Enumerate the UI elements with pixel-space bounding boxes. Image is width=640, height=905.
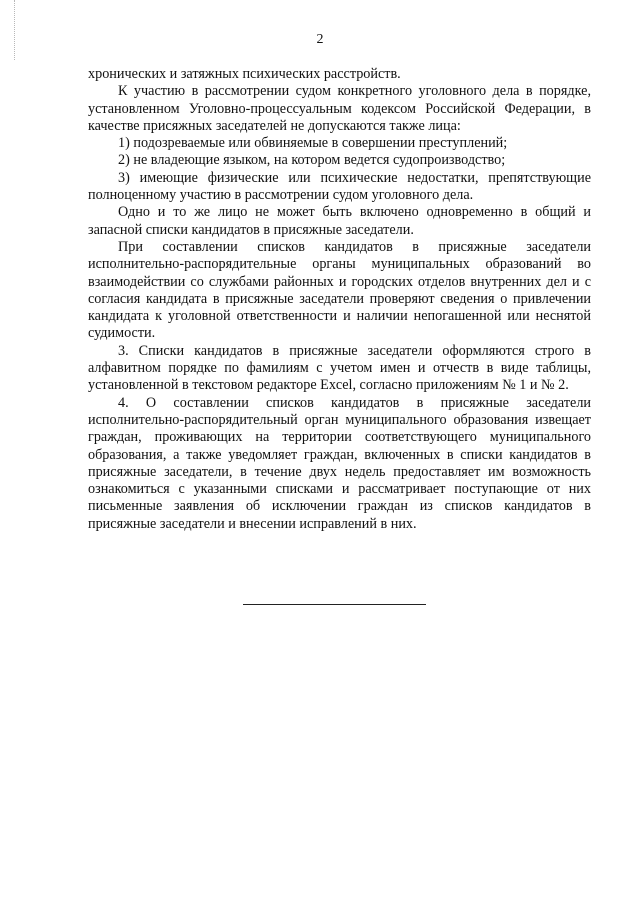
list-item-language: 2) не владеющие языком, на котором ведется судопроизводство; xyxy=(118,152,506,169)
paragraph-jurors-exclusion-intro: К участию в рассмотрении судом конкретного уголовного дела в порядке, установленном Уголовно-процессуальным кодексом Российской Федерации, в качестве присяжных заседателей не допускаются также лица: xyxy=(88,83,591,134)
page-number: 2 xyxy=(316,32,324,47)
scan-edge-mark xyxy=(14,0,23,60)
paragraph-item-4: 4. О составлении списков кандидатов в присяжные заседатели исполнительно-распорядительный орган муниципального образования извещает граждан, проживающих на территории соответствующего муниципального образования, а также уведомляет граждан, включенных в списки кандидатов в присяжные заседатели, в течение двух недель предоставляет им возможность ознакомиться с указанными списками и рассматривает поступающие от них письменные заявления об исключении граждан из списков кандидатов в присяжные заседатели и внесении исправлений в них. xyxy=(88,394,591,532)
document-body xyxy=(88,66,591,533)
end-separator-line xyxy=(243,604,426,605)
paragraph-continuation: хронических и затяжных психических расстройств. xyxy=(88,66,401,82)
paragraph-verification: При составлении списков кандидатов в присяжные заседатели исполнительно-распорядительные органы муниципальных образований во взаимодействии со службами районных и городских отделов внутренних дел и с согласия кандидата в присяжные заседатели проверяют сведения о привлечении кандидата к уголовной ответственности и наличии непогашенной или неснятой судимости. xyxy=(88,238,591,342)
paragraph-general-reserve-lists: Одно и то же лицо не может быть включено одновременно в общий и запасной списки кандидатов в присяжные заседатели. xyxy=(88,204,591,238)
paragraph-item-3: 3. Списки кандидатов в присяжные заседатели оформляются строго в алфавитном порядке по фамилиям с учетом имен и отчеств в виде таблицы, установленной в текстовом редакторе Excel, согласно приложениям № 1 и № 2. xyxy=(88,342,591,394)
list-item-suspects: 1) подозреваемые или обвиняемые в совершении преступлений; xyxy=(118,135,508,152)
list-item-disabilities: 3) имеющие физические или психические недостатки, препятствующие полноценному участию в рассмотрении судом уголовного дела. xyxy=(88,169,591,204)
